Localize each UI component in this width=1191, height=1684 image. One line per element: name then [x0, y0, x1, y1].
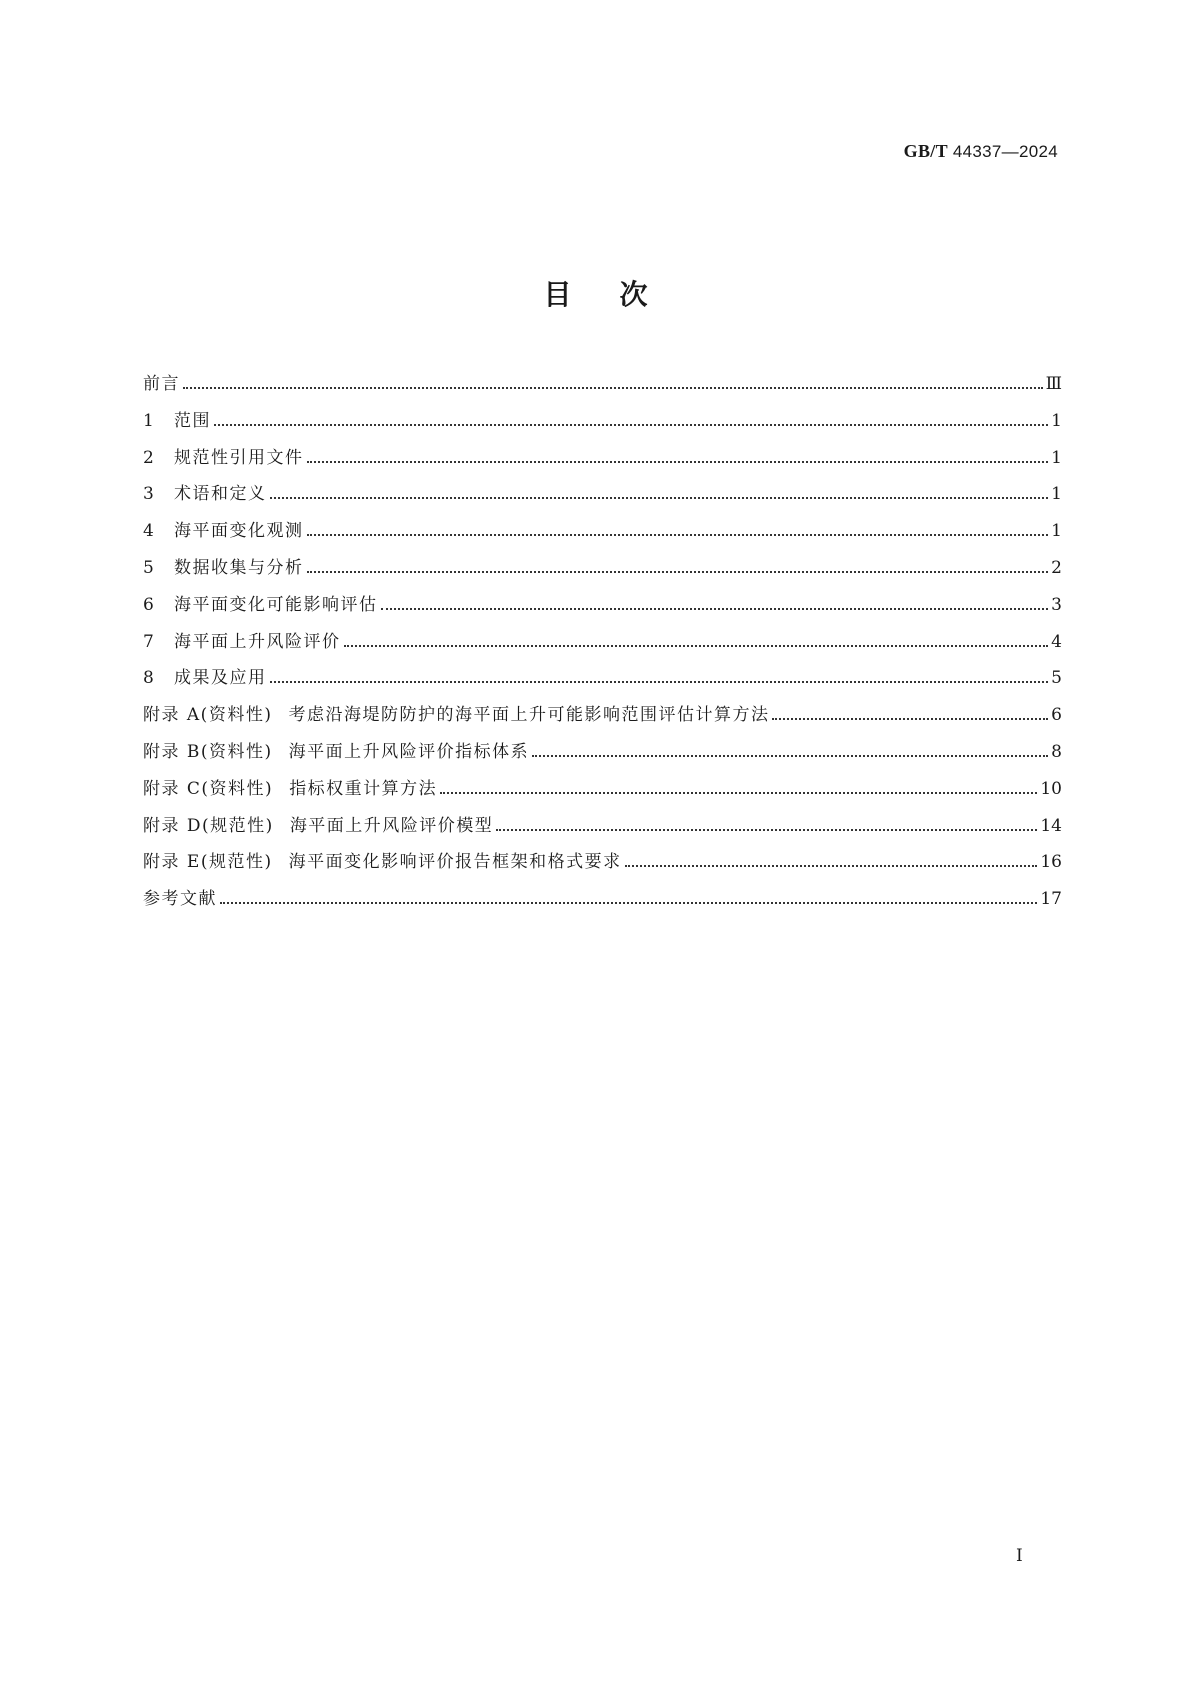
toc-leader-dots	[270, 483, 1049, 499]
toc-entry-label: 参考文献	[143, 889, 217, 910]
toc-entry-annex-c[interactable]	[143, 778, 1062, 815]
toc-entry-page: 8	[1051, 741, 1062, 762]
document-code-prefix: GB/T	[903, 141, 948, 161]
toc-annex-label: 附录 E(规范性)	[143, 852, 273, 873]
toc-entry-page: 1	[1051, 447, 1062, 468]
toc-entry-page: 17	[1040, 889, 1062, 910]
toc-entry-label: 成果及应用	[174, 668, 267, 689]
toc-entry-page: 1	[1051, 484, 1062, 505]
toc-entry-label: 术语和定义	[174, 484, 267, 505]
toc-entry-page: 6	[1051, 705, 1062, 726]
toc-annex-title: 海平面上升风险评价指标体系	[288, 741, 530, 762]
toc-entry-label: 范围	[174, 410, 211, 431]
toc-leader-dots	[214, 410, 1048, 426]
toc-entry-page: 4	[1051, 631, 1062, 652]
toc-entry-clause-4[interactable]	[143, 520, 1062, 557]
toc-entry-references[interactable]	[143, 888, 1062, 925]
toc-entry-annex-a[interactable]	[143, 704, 1062, 741]
toc-entry-number: 3	[143, 484, 154, 505]
toc-leader-dots	[220, 888, 1037, 904]
toc-entry-label: 海平面变化可能影响评估	[174, 594, 378, 615]
toc-entry-number: 2	[143, 447, 154, 468]
toc-entry-label: 海平面变化观测	[174, 521, 304, 542]
toc-entry-page: Ⅲ	[1045, 374, 1062, 394]
toc-entry-page: 3	[1051, 594, 1062, 615]
toc-annex-title: 指标权重计算方法	[289, 778, 438, 799]
toc-entry-annex-b[interactable]	[143, 741, 1062, 778]
page-number: I	[1016, 1546, 1023, 1566]
toc-entry-page: 2	[1051, 557, 1062, 578]
toc-entry-page: 1	[1051, 521, 1062, 542]
toc-leader-dots	[625, 851, 1038, 867]
toc-entry-page: 10	[1040, 778, 1062, 799]
toc-leader-dots	[307, 447, 1049, 463]
toc-leader-dots	[532, 741, 1048, 757]
toc-annex-label: 附录 C(资料性)	[143, 778, 274, 799]
toc-entry-number: 1	[143, 410, 154, 431]
toc-entry-annex-e[interactable]	[143, 851, 1062, 888]
toc-entry-page: 5	[1051, 668, 1062, 689]
toc-entry-number: 5	[143, 557, 154, 578]
document-code	[904, 141, 1058, 162]
toc-annex-label: 附录 B(资料性)	[143, 741, 273, 762]
toc-entry-number: 4	[143, 521, 154, 542]
toc-entry-label: 数据收集与分析	[174, 557, 304, 578]
toc-leader-dots	[307, 520, 1049, 536]
toc-annex-label: 附录 A(资料性)	[143, 705, 273, 726]
toc-entry-label: 海平面上升风险评价	[174, 631, 341, 652]
toc-title: 目次	[543, 278, 696, 311]
toc-entry-clause-2[interactable]	[143, 447, 1062, 484]
toc-entry-number: 8	[143, 668, 154, 689]
toc-entry-label: 前言	[143, 374, 180, 394]
toc-leader-dots	[772, 704, 1048, 720]
toc-leader-dots	[270, 667, 1049, 683]
toc-entry-number: 7	[143, 631, 154, 652]
toc-leader-dots	[496, 815, 1037, 831]
toc-entry-page: 16	[1040, 852, 1062, 873]
toc-leader-dots	[381, 594, 1049, 610]
toc-leader-dots	[440, 778, 1037, 794]
toc-annex-title: 考虑沿海堤防防护的海平面上升可能影响范围评估计算方法	[288, 705, 770, 726]
toc-entry-clause-1[interactable]	[143, 410, 1062, 447]
toc-entry-label: 规范性引用文件	[174, 447, 304, 468]
toc-entry-number: 6	[143, 594, 154, 615]
toc-annex-title: 海平面变化影响评价报告框架和格式要求	[288, 852, 622, 873]
toc-entry-foreword[interactable]	[143, 373, 1062, 410]
document-code-number: 44337—2024	[952, 142, 1058, 161]
table-of-contents	[143, 373, 1062, 925]
toc-entry-clause-5[interactable]	[143, 557, 1062, 594]
toc-leader-dots	[307, 557, 1049, 573]
toc-entry-clause-3[interactable]	[143, 483, 1062, 520]
toc-entry-clause-6[interactable]	[143, 594, 1062, 631]
toc-entry-clause-8[interactable]	[143, 667, 1062, 704]
toc-leader-dots	[183, 373, 1043, 389]
toc-entry-page: 1	[1051, 410, 1062, 431]
toc-annex-title: 海平面上升风险评价模型	[289, 815, 494, 836]
toc-entry-page: 14	[1040, 815, 1062, 836]
toc-entry-annex-d[interactable]	[143, 815, 1062, 852]
toc-leader-dots	[344, 631, 1049, 647]
toc-entry-clause-7[interactable]	[143, 631, 1062, 668]
toc-annex-label: 附录 D(规范性)	[143, 815, 274, 836]
